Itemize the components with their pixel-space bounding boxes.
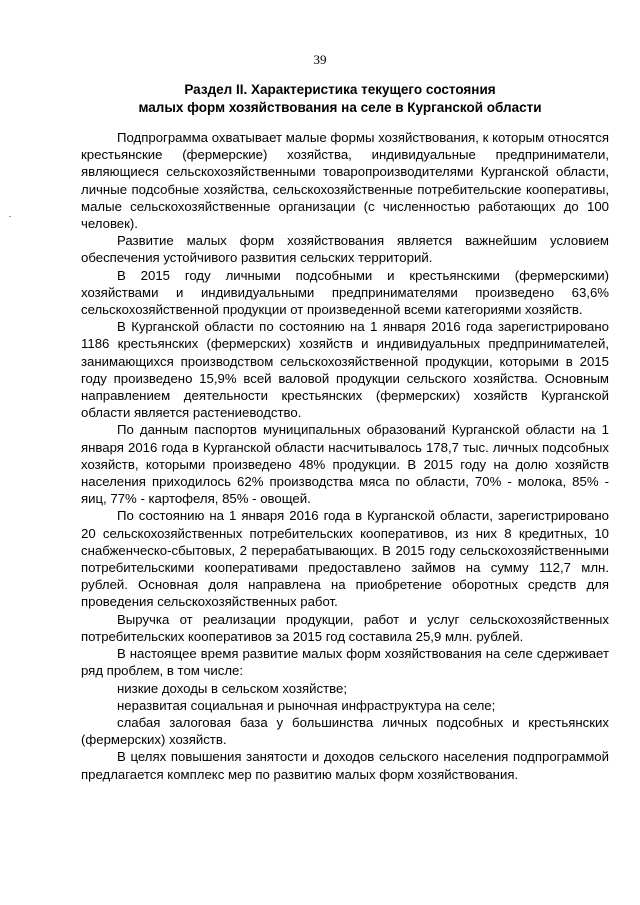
scan-edge-mark xyxy=(9,216,11,217)
section-heading-line-2: малых форм хозяйствования на селе в Курганской области xyxy=(138,99,542,115)
document-body xyxy=(81,129,609,783)
section-heading-line-1: Раздел II. Характеристика текущего состояния xyxy=(184,82,496,97)
paragraph-importance: Развитие малых форм хозяйствования является важнейшим условием обеспечения устойчивого развития сельских территорий. xyxy=(81,233,609,266)
paragraph-problems-intro: В настоящее время развитие малых форм хозяйствования на селе сдерживает ряд проблем, в том числе: xyxy=(81,646,609,679)
paragraph-cooperatives: По состоянию на 1 января 2016 года в Курганской области, зарегистрировано 20 сельскохозяйственных потребительских кооперативов, из них 8 кредитных, 10 снабженческо-сбытовых, 2 перерабатывающих. В 2015 году сельскохозяйственными потребительскими кооперативами предоставлено займов на сумму 112,7 млн. рублей. Основная доля направлена на приобретение оборотных средств для проведения сельскохозяйственных работ. xyxy=(81,508,609,610)
paragraph-production-share: В 2015 году личными подсобными и крестьянскими (фермерскими) хозяйствами и индивидуальными предпринимателями произведено 63,6% сельскохозяйственной продукции от произведенной всеми категориями хозяйств. xyxy=(81,267,609,318)
paragraph-farms: В Курганской области по состоянию на 1 января 2016 года зарегистрировано 1186 крестьянских (фермерских) хозяйств и индивидуальных предпринимателей, занимающихся производством сельскохозяйственной продукции, которыми в 2015 году произведено 15,9% всей валовой продукции сельского хозяйства. Основным направлением деятельности крестьянских (фермерских) хозяйств Курганской области является растениеводство. xyxy=(81,319,609,421)
page-number: 39 xyxy=(313,52,327,67)
paragraph-scope: Подпрограмма охватывает малые формы хозяйствования, к которым относятся крестьянские (фермерские) хозяйства, индивидуальные предприниматели, являющиеся сельскохозяйственными товаропроизводителями Курганской области, личные подсобные хозяйства, сельскохозяйственные потребительские кооперативы, малые сельскохозяйственные организации (с численностью работающих до 100 человек). xyxy=(81,130,609,232)
paragraph-revenue: Выручка от реализации продукции, работ и услуг сельскохозяйственных потребительских кооперативов за 2015 год составила 25,9 млн. рублей. xyxy=(81,611,609,644)
problem-item: низкие доходы в сельском хозяйстве; xyxy=(117,680,348,696)
problem-item: слабая залоговая база у большинства личных подсобных и крестьянских (фермерских) хозяйств. xyxy=(81,714,609,748)
section-heading xyxy=(80,81,600,116)
paragraph-closing: В целях повышения занятости и доходов сельского населения подпрограммой предлагается комплекс мер по развитию малых форм хозяйствования. xyxy=(81,749,609,782)
problem-item: неразвитая социальная и рыночная инфраструктура на селе; xyxy=(117,697,496,713)
paragraph-household-farms: По данным паспортов муниципальных образований Курганской области на 1 января 2016 года в Курганской области насчитывалось 178,7 тыс. личных подсобных хозяйств, которыми произведено 48% продукции. В 2015 году на долю хозяйств населения приходилось 62% производства мяса по области, 70% - молока, 85% - яиц, 77% - картофеля, 85% - овощей. xyxy=(81,422,609,507)
